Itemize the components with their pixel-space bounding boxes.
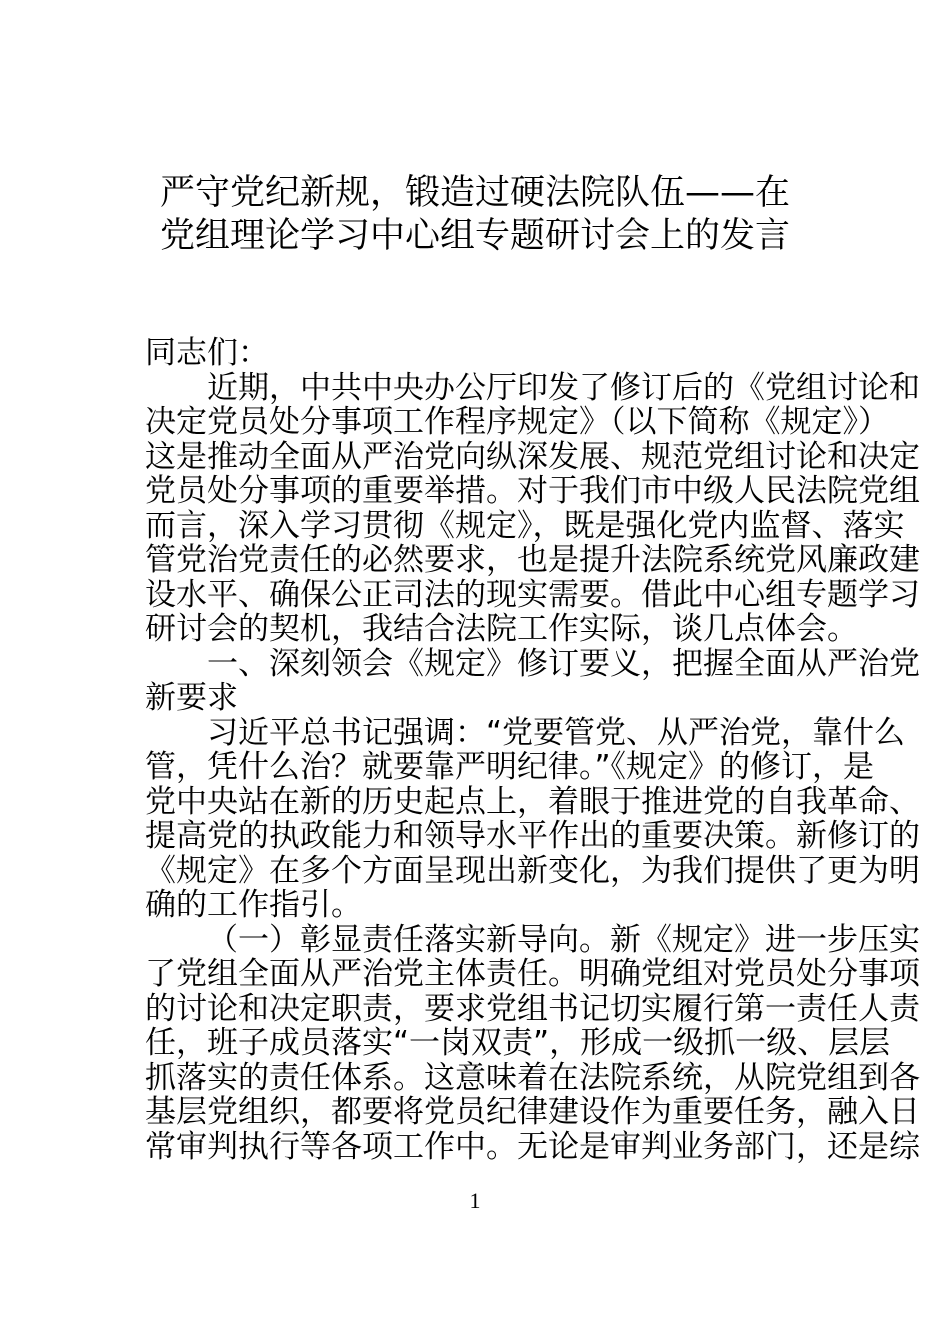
text-line: 管，凭什么治？就要靠严明纪律。”《规定》的修订，是 (145, 749, 875, 785)
document-body (145, 335, 920, 1165)
text-line: 同志们： (145, 335, 269, 371)
text-line: 确的工作指引。 (145, 887, 362, 923)
text-line: 设水平、确保公正司法的现实需要。借此中心组专题学习 (145, 576, 920, 613)
text-line: 这是推动全面从严治党向纵深发展、规范党组讨论和决定 (145, 438, 920, 475)
text-line: 习近平总书记强调：“党要管党、从严治党，靠什么 (207, 714, 906, 751)
title-line: 党组理论学习中心组专题研讨会上的发言 (159, 216, 790, 256)
page-number: 1 (469, 1188, 481, 1213)
text-line: 管党治党责任的必然要求，也是提升法院系统党风廉政建 (145, 542, 920, 578)
document-title (150, 172, 800, 258)
text-line: 新要求 (145, 680, 238, 716)
text-line: 《规定》在多个方面呈现出新变化，为我们提供了更为明 (145, 852, 920, 889)
text-line: 了党组全面从严治党主体责任。明确党组对党员处分事项 (145, 956, 920, 992)
title-line: 严守党纪新规，锻造过硬法院队伍——在 (159, 173, 790, 213)
text-line: 基层党组织，都要将党员纪律建设作为重要任务，融入日 (145, 1094, 920, 1130)
text-line: 党中央站在新的历史起点上，着眼于推进党的自我革命、 (145, 783, 920, 820)
text-line: 而言，深入学习贯彻《规定》，既是强化党内监督、落实 (145, 507, 905, 544)
text-line: 一、深刻领会《规定》修订要义，把握全面从严治党 (207, 645, 920, 682)
text-line: （一）彰显责任落实新导向。新《规定》进一步压实 (207, 921, 920, 958)
text-line: 提高党的执政能力和领导水平作出的重要决策。新修订的 (145, 818, 920, 854)
text-line: 抓落实的责任体系。这意味着在法院系统，从院党组到各 (145, 1059, 920, 1096)
text-line: 党员处分事项的重要举措。对于我们市中级人民法院党组 (145, 473, 920, 509)
text-line: 近期，中共中央办公厅印发了修订后的《党组讨论和 (207, 369, 920, 406)
text-line: 的讨论和决定职责，要求党组书记切实履行第一责任人责 (145, 990, 920, 1027)
text-line: 任，班子成员落实“一岗双责”，形成一级抓一级、层层 (145, 1025, 891, 1061)
text-line: 常审判执行等各项工作中。无论是审判业务部门，还是综 (145, 1128, 920, 1165)
text-line: 决定党员处分事项工作程序规定》（以下简称《规定》） (145, 404, 889, 440)
text-line: 研讨会的契机，我结合法院工作实际，谈几点体会。 (145, 611, 858, 647)
